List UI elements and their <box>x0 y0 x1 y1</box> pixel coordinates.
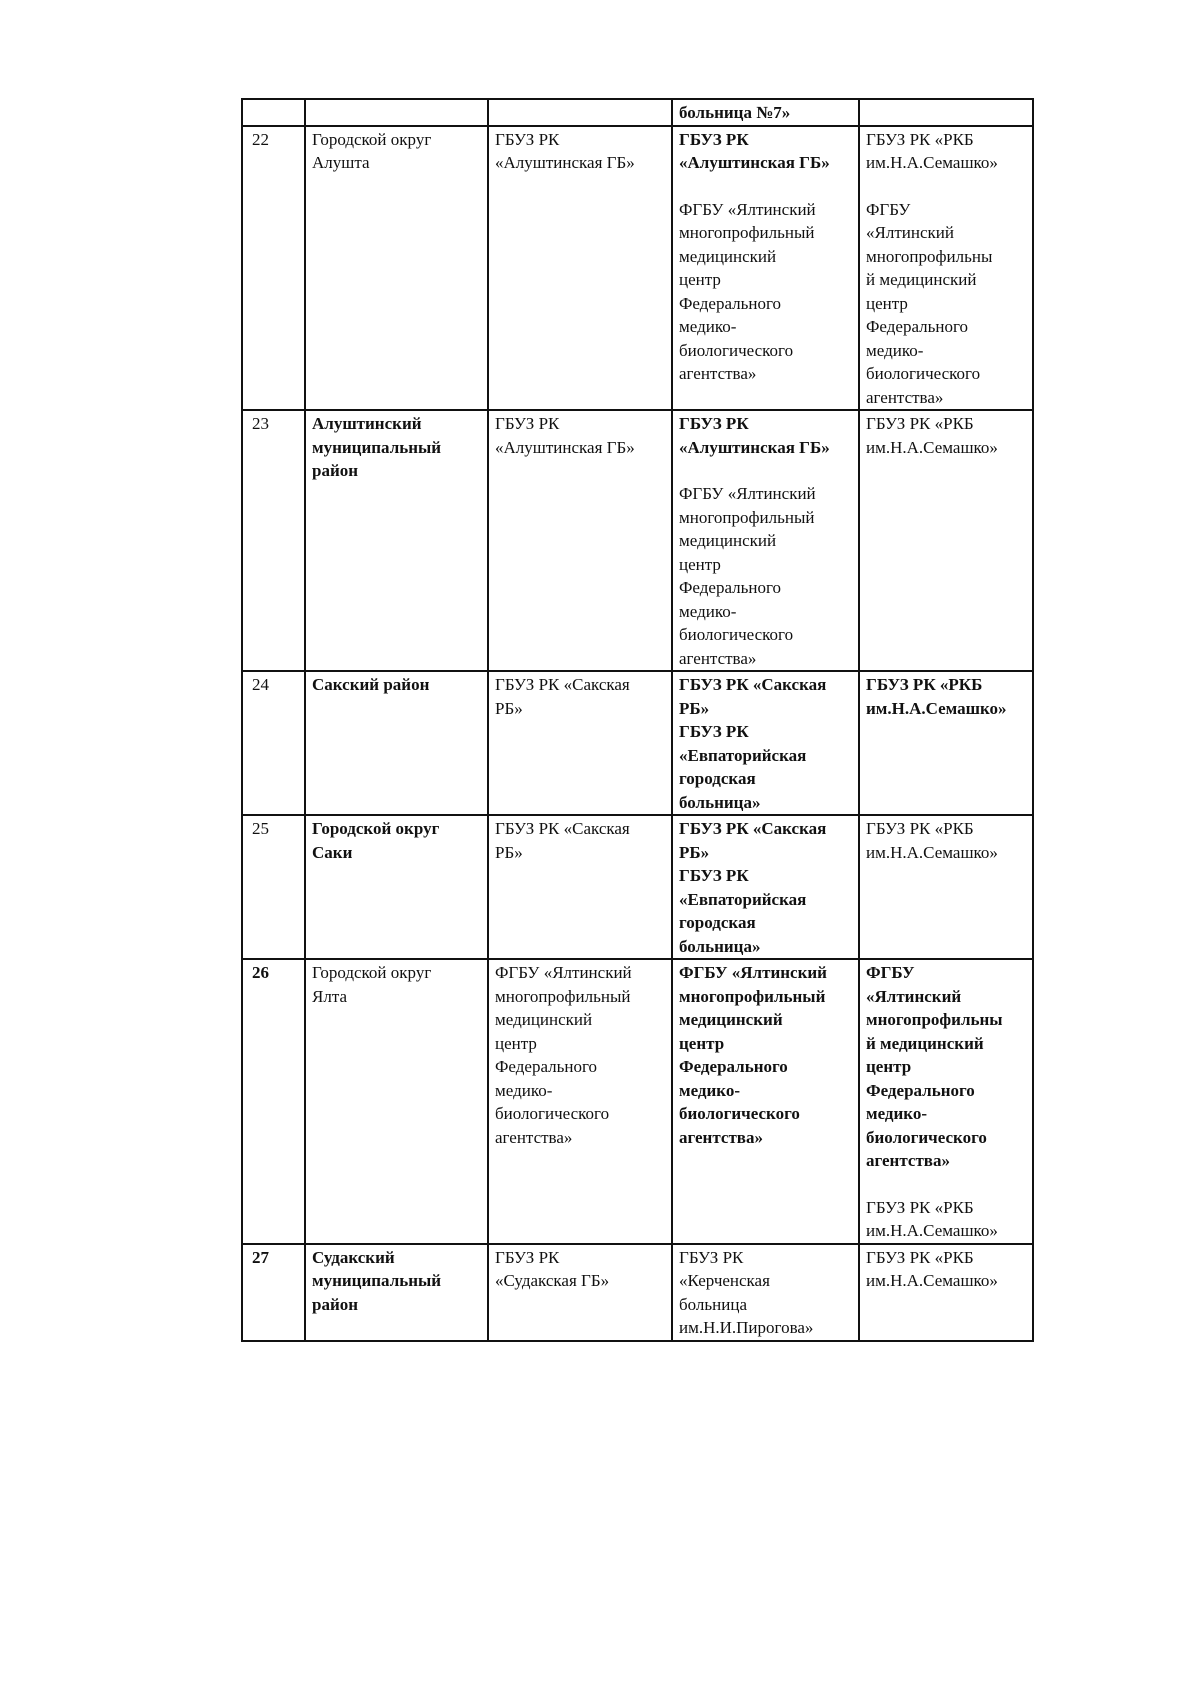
level2-primary: ГБУЗ РК «Алуштинская ГБ» <box>679 129 830 172</box>
cell-level2: ГБУЗ РК «Керченская больница им.Н.И.Пирогова» <box>672 1244 859 1341</box>
level2-secondary: ФГБУ «Ялтинский многопрофильный медицинский центр Федерального медико- биологического агентства» <box>679 484 816 668</box>
cell-level3: ГБУЗ РК «РКБ им.Н.А.Семашко» <box>859 815 1033 959</box>
cell-territory: Сакский район <box>305 671 488 815</box>
cell-number: 26 <box>242 959 305 1244</box>
cell-territory: Городской округ Саки <box>305 815 488 959</box>
level3-secondary: ФГБУ «Ялтинский многопрофильны й медицинский центр Федерального медико- биологического агентства» <box>866 199 993 407</box>
cell-territory: Судакский муниципальный район <box>305 1244 488 1341</box>
level3-primary: ФГБУ «Ялтинский многопрофильны й медицинский центр Федерального медико- биологического агентства» <box>866 963 1003 1170</box>
level2-secondary: ФГБУ «Ялтинский многопрофильный медицинский центр Федерального медико- биологического агентства» <box>679 199 816 383</box>
cell-level1: ГБУЗ РК «Судакская ГБ» <box>488 1244 672 1341</box>
table-row <box>242 410 1033 671</box>
level2-primary: ГБУЗ РК «Алуштинская ГБ» <box>679 414 830 457</box>
cell-level1: ГБУЗ РК «Сакская РБ» <box>488 671 672 815</box>
cell-level3: ГБУЗ РК «РКБ им.Н.А.Семашко» <box>859 671 1033 815</box>
cell-number: 24 <box>242 671 305 815</box>
cell-level1: ФГБУ «Ялтинский многопрофильный медицинский центр Федерального медико- биологического агентства» <box>488 959 672 1244</box>
cell-level2 <box>672 410 859 671</box>
cell-territory: Городской округ Алушта <box>305 126 488 411</box>
cell-level1: ГБУЗ РК «Алуштинская ГБ» <box>488 126 672 411</box>
cell-empty <box>305 99 488 126</box>
cell-number: 25 <box>242 815 305 959</box>
cell-level2: ФГБУ «Ялтинский многопрофильный медицинский центр Федерального медико- биологического агентства» <box>672 959 859 1244</box>
cell-level2 <box>672 126 859 411</box>
table-row <box>242 671 1033 815</box>
level3-secondary: ГБУЗ РК «РКБ им.Н.А.Семашко» <box>866 1197 998 1240</box>
cell-number: 22 <box>242 126 305 411</box>
table-row-continuation <box>242 99 1033 126</box>
cell-level1: ГБУЗ РК «Алуштинская ГБ» <box>488 410 672 671</box>
cell-level2: ГБУЗ РК «Сакская РБ» ГБУЗ РК «Евпаторийская городская больница» <box>672 815 859 959</box>
cell-empty <box>242 99 305 126</box>
cell-territory: Городской округ Ялта <box>305 959 488 1244</box>
cell-territory: Алуштинский муниципальный район <box>305 410 488 671</box>
cell-number: 23 <box>242 410 305 671</box>
cell-level3: ГБУЗ РК «РКБ им.Н.А.Семашко» <box>859 410 1033 671</box>
cell-level2: ГБУЗ РК «Сакская РБ» ГБУЗ РК «Евпаторийская городская больница» <box>672 671 859 815</box>
level3-primary: ГБУЗ РК «РКБ им.Н.А.Семашко» <box>866 129 998 172</box>
cell-level3 <box>859 126 1033 411</box>
cell-level2: больница №7» <box>672 99 859 126</box>
cell-empty <box>859 99 1033 126</box>
cell-empty <box>488 99 672 126</box>
hospital-routing-table <box>241 98 1034 1342</box>
table-row <box>242 959 1033 1244</box>
cell-level3 <box>859 959 1033 1244</box>
cell-level1: ГБУЗ РК «Сакская РБ» <box>488 815 672 959</box>
table-row <box>242 815 1033 959</box>
table-row <box>242 1244 1033 1341</box>
cell-level3: ГБУЗ РК «РКБ им.Н.А.Семашко» <box>859 1244 1033 1341</box>
table-row <box>242 126 1033 411</box>
cell-number: 27 <box>242 1244 305 1341</box>
